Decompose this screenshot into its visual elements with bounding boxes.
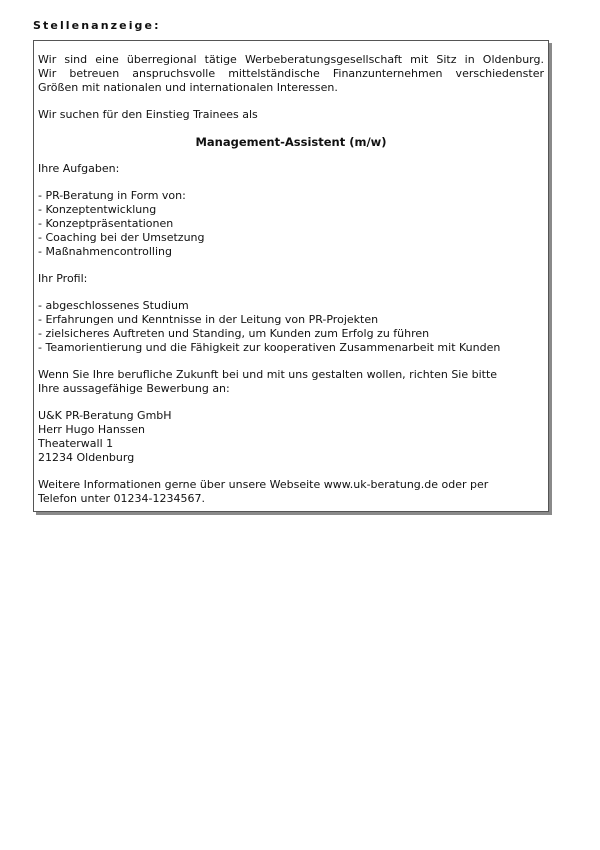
tasks-list <box>38 189 544 259</box>
address-block <box>38 409 544 465</box>
address-street: Theaterwall 1 <box>38 437 114 450</box>
profile-item: - Erfahrungen und Kenntnisse in der Leitung von PR-Projekten <box>38 313 379 326</box>
more-info-text-after: oder per <box>438 478 489 491</box>
intro-line: Größen mit nationalen und internationalen Interessen. <box>38 81 338 94</box>
address-company: U&K PR-Beratung GmbH <box>38 409 172 422</box>
profile-item: - Teamorientierung und die Fähigkeit zur kooperativen Zusammenarbeit mit Kunden <box>38 341 501 354</box>
task-item: - Maßnahmencontrolling <box>38 245 172 258</box>
page-heading: Stellenanzeige: <box>33 19 161 32</box>
intro-paragraph <box>38 53 544 95</box>
more-info-text: Weitere Informationen gerne über unsere Webseite <box>38 478 324 491</box>
tasks-heading: Ihre Aufgaben: <box>38 162 120 175</box>
profile-list <box>38 299 544 355</box>
address-contact: Herr Hugo Hanssen <box>38 423 146 436</box>
job-ad-box <box>33 40 549 512</box>
intro-line: Wir sind eine überregional tätige Werbeberatungsgesellschaft mit Sitz in Oldenburg. <box>38 53 544 66</box>
search-text: Wir suchen für den Einstieg Trainees als <box>38 108 258 121</box>
intro-line: Wir betreuen anspruchsvolle mittelständische Finanzunternehmen verschiedenster <box>38 67 544 80</box>
application-line: Ihre aussagefähige Bewerbung an: <box>38 382 230 395</box>
task-item: - Konzeptentwicklung <box>38 203 157 216</box>
website-link[interactable]: www.uk-beratung.de <box>323 478 439 491</box>
task-item: - PR-Beratung in Form von: <box>38 189 186 202</box>
address-city: 21234 Oldenburg <box>38 451 135 464</box>
task-item: - Konzeptpräsentationen <box>38 217 174 230</box>
job-ad-content <box>34 41 548 506</box>
task-item: - Coaching bei der Umsetzung <box>38 231 205 244</box>
more-info-paragraph <box>38 478 544 506</box>
application-paragraph <box>38 368 544 396</box>
profile-heading: Ihr Profil: <box>38 272 88 285</box>
more-info-line <box>38 478 544 492</box>
job-title: Management-Assistent (m/w) <box>195 135 387 149</box>
application-line: Wenn Sie Ihre berufliche Zukunft bei und mit uns gestalten wollen, richten Sie bitte <box>38 368 498 381</box>
profile-item: - zielsicheres Auftreten und Standing, um Kunden zum Erfolg zu führen <box>38 327 430 340</box>
profile-item: - abgeschlossenes Studium <box>38 299 189 312</box>
phone-line: Telefon unter 01234-1234567. <box>38 492 206 505</box>
